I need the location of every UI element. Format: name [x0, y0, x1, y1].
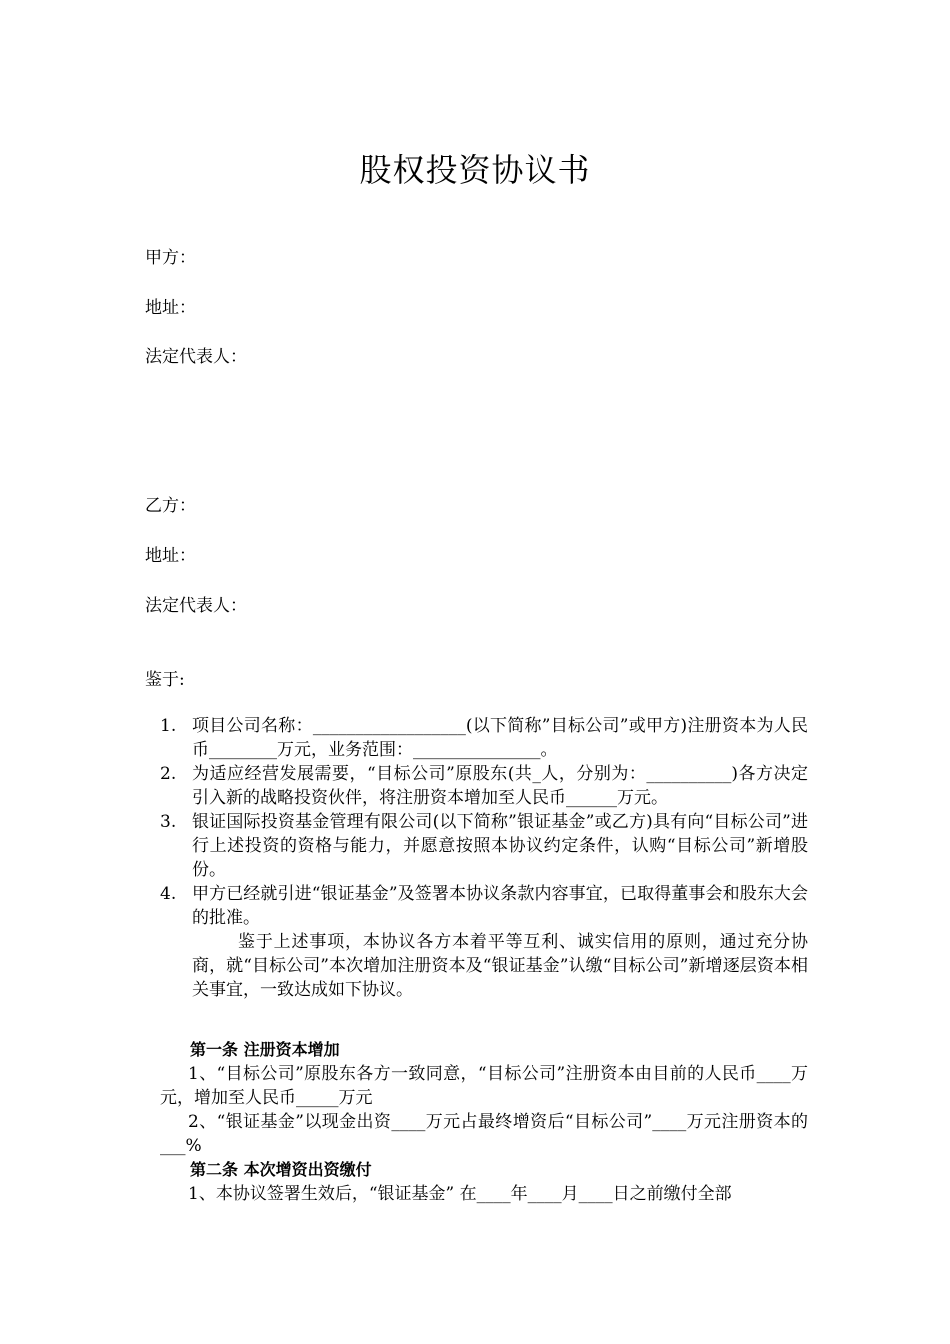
document-title: 股权投资协议书: [359, 151, 591, 189]
recital-item: [160, 714, 808, 762]
whereas-label: 鉴于:: [145, 670, 185, 690]
article-paragraph: 1、本协议签署生效后，“银证基金” 在____年____月____日之前缴付全部: [188, 1184, 732, 1204]
recital-number: 1.: [160, 716, 177, 736]
preamble-paragraph: 鉴于上述事项，本协议各方本着平等互利、诚实信用的原则，通过充分协商，就“目标公司”本次增加注册资本及“银证基金”认缴“目标公司”新增逐层资本相关事宜，一致达成如下协议。: [192, 932, 808, 1000]
recital-number: 2.: [160, 764, 177, 784]
recital-number: 4.: [160, 884, 177, 904]
recital-number: 3.: [160, 812, 177, 832]
recital-text: 为适应经营发展需要，“目标公司”原股东(共_人，分别为：__________)各方决定引入新的战略投资伙伴，将注册资本增加至人民币______万元。: [192, 764, 808, 808]
recital-text: 项目公司名称：__________________(以下简称”目标公司”或甲方)注册资本为人民币________万元，业务范围：_______________。: [192, 716, 808, 760]
article-paragraph: 1、“目标公司”原股东各方一致同意，“目标公司”注册资本由目前的人民币____万元，增加至人民币_____万元: [160, 1064, 808, 1108]
article-heading: 第二条 本次增资出资缴付: [190, 1160, 372, 1179]
articles-section: [160, 1038, 808, 1206]
recital-item: [160, 882, 808, 930]
party-a-representative-label: 法定代表人：: [145, 347, 247, 367]
party-b-address-label: 地址：: [145, 546, 196, 566]
article-paragraph: 2、“银证基金”以现金出资____万元占最终增资后“目标公司”____万元注册资本的___%: [160, 1112, 808, 1156]
party-b-label: 乙方：: [145, 496, 196, 516]
article-heading: 第一条 注册资本增加: [190, 1040, 340, 1059]
recital-text: 银证国际投资基金管理有限公司(以下简称”银证基金”或乙方)具有向“目标公司”进行上述投资的资格与能力，并愿意按照本协议约定条件，认购“目标公司”新增股份。: [192, 812, 808, 880]
recitals-list: [160, 714, 808, 1002]
party-a-address-label: 地址：: [145, 298, 196, 318]
recital-item: [160, 762, 808, 810]
party-b-representative-label: 法定代表人：: [145, 596, 247, 616]
recital-item: [160, 810, 808, 882]
recital-text: 甲方已经就引进“银证基金”及签署本协议条款内容事宜，已取得董事会和股东大会的批准。: [192, 884, 808, 928]
party-a-label: 甲方：: [145, 248, 196, 268]
